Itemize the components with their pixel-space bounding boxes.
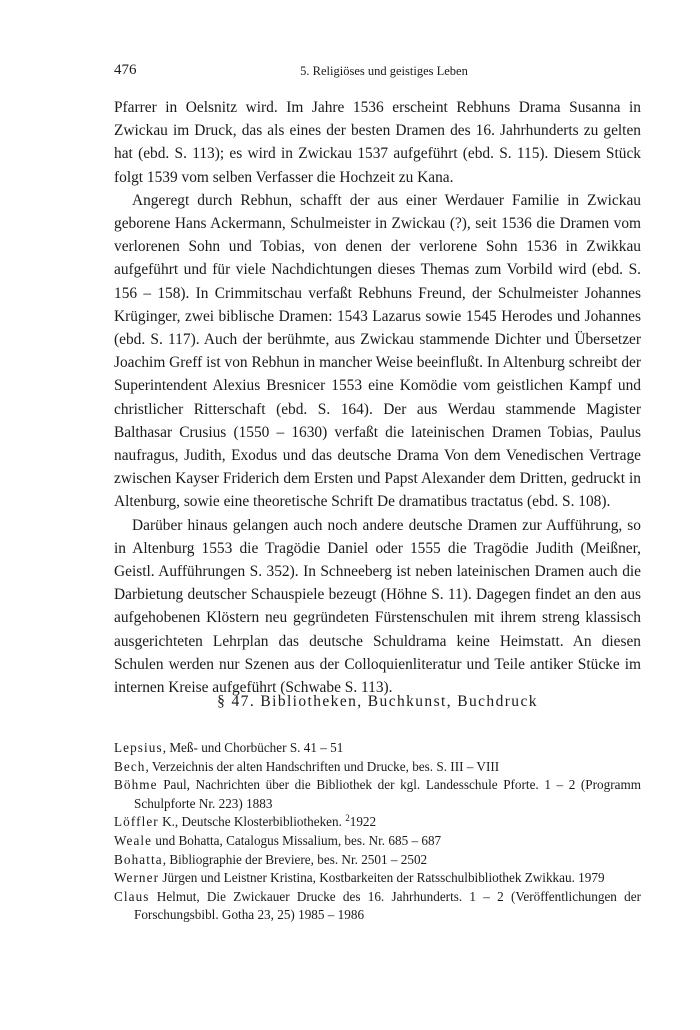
bibliography-entry xyxy=(114,851,641,870)
section-heading: § 47. Bibliotheken, Buchkunst, Buchdruck xyxy=(217,693,538,710)
bibliography-entry xyxy=(114,758,641,777)
bibliography-author: Werner xyxy=(114,870,160,886)
bibliography-entry xyxy=(114,813,641,832)
bibliography-text: , Verzeichnis der alten Handschriften und Drucke, bes. S. III – VIII xyxy=(145,758,500,774)
running-head: 5. Religiöses und geistiges Leben xyxy=(300,64,468,78)
page-header xyxy=(114,62,640,82)
bibliography-entry xyxy=(114,888,641,925)
bibliography-text: Jürgen und Leistner Kristina, Kostbarkeiten der Ratsschulbibliothek Zwikkau. 1979 xyxy=(159,870,605,886)
paragraph: Darüber hinaus gelangen auch noch andere deutsche Dramen zur Aufführung, so in Altenburg 1553 die Tragödie Daniel oder 1555 die Tragödie Judith (Meißner, Geistl. Aufführungen S. 352). In Schneeberg ist neben lateinischen Dramen auch die Darbietung deutscher Schauspiele bezeugt (Höhne S. 11). Dagegen findet an den aus aufgehobenen Klöstern neu gegründeten Fürstenschulen mit ihrem streng klassisch ausgerichteten Lehrplan das deutsche Schuldrama keine Heimstatt. An diesen Schulen werden nur Szenen aus der Colloquienliteratur und Teile antiker Stücke im internen Kreise aufgeführt (Schwabe S. 113). xyxy=(114,516,641,697)
bibliography-text: und Bohatta, Catalogus Missalium, bes. Nr. 685 – 687 xyxy=(152,832,442,848)
bibliography-author: Bohatta xyxy=(114,851,163,867)
bibliography-entry xyxy=(114,776,641,813)
bibliography-author: Claus xyxy=(114,888,150,904)
bibliography-text: Helmut, Die Zwickauer Drucke des 16. Jahrhunderts. 1 – 2 (Veröffentlichungen der Forschungsbibl. Gotha 23, 25) 1985 – 1986 xyxy=(134,888,641,923)
page-number: 476 xyxy=(114,62,137,78)
bibliography-text: Paul, Nachrichten über die Bibliothek der kgl. Landesschule Pforte. 1 – 2 (Programm Schulpforte Nr. 223) 1883 xyxy=(134,777,641,811)
bibliography-author: Bech xyxy=(114,758,146,774)
paragraph: Angeregt durch Rebhun, schafft der aus einer Werdauer Familie in Zwickau geborene Hans Ackermann, Schulmeister in Zwickau (?), seit 1536 die Dramen vom verlorenen Sohn und Tobias, von denen der verlorene Sohn 1536 in Zwikkau aufgeführt und für viele Nachdichtungen dieses Themas zum Vorbild wird (ebd. S. 156 – 158). In Crimmitschau verfaßt Rebhuns Freund, der Schulmeister Johannes Krüginger, zwei biblische Dramen: 1543 Lazarus sowie 1545 Herodes und Johannes (ebd. S. 117). Auch der berühmte, aus Zwickau stammende Dichter und Übersetzer Joachim Greff ist von Rebhun in mancher Weise beeinflußt. In Altenburg schreibt der Superintendent Alexius Bresnicer 1553 eine Komödie vom geistlichen Kampf und christlicher Ritterschaft (ebd. S. 164). Der aus Werdau stammende Magister Balthasar Crusius (1550 – 1630) verfaßt die lateinischen Dramen Tobias, Paulus naufragus, Judith, Exodus und das deutsche Drama Von dem Venedischen Vertrage zwischen Kayser Friderich dem Ersten und Papst Alexander dem Dritten, gedruckt in Altenburg, sowie eine theoretische Schrift De dramatibus tractatus (ebd. S. 108). xyxy=(114,191,641,511)
paragraph: Pfarrer in Oelsnitz wird. Im Jahre 1536 erscheint Rebhuns Drama Susanna in Zwickau im Druck, das als eines der besten Dramen des 16. Jahrhunderts zu gelten hat (ebd. S. 113); es wird in Zwickau 1537 aufgeführt (ebd. S. 115). Diesem Stück folgt 1539 vom selben Verfasser die Hochzeit zu Kana. xyxy=(114,99,641,186)
bibliography-text: , Bibliographie der Breviere, bes. Nr. 2501 – 2502 xyxy=(162,851,428,867)
bibliography-year: 1922 xyxy=(349,814,377,830)
edition-superscript: 2 xyxy=(345,813,350,824)
bibliography-list xyxy=(114,739,641,925)
bibliography-author: Weale xyxy=(114,832,153,848)
body-text xyxy=(114,96,641,699)
bibliography-entry xyxy=(114,832,641,851)
bibliography-author: Lepsius xyxy=(114,740,163,755)
bibliography-entry xyxy=(114,869,641,888)
bibliography-entry xyxy=(114,739,641,758)
bibliography-text: , Meß- und Chorbücher S. 41 – 51 xyxy=(162,740,344,755)
bibliography-text: K., Deutsche Klosterbibliotheken. xyxy=(158,814,346,830)
bibliography-author: Löffler xyxy=(114,814,159,830)
bibliography-author: Böhme xyxy=(114,777,158,793)
